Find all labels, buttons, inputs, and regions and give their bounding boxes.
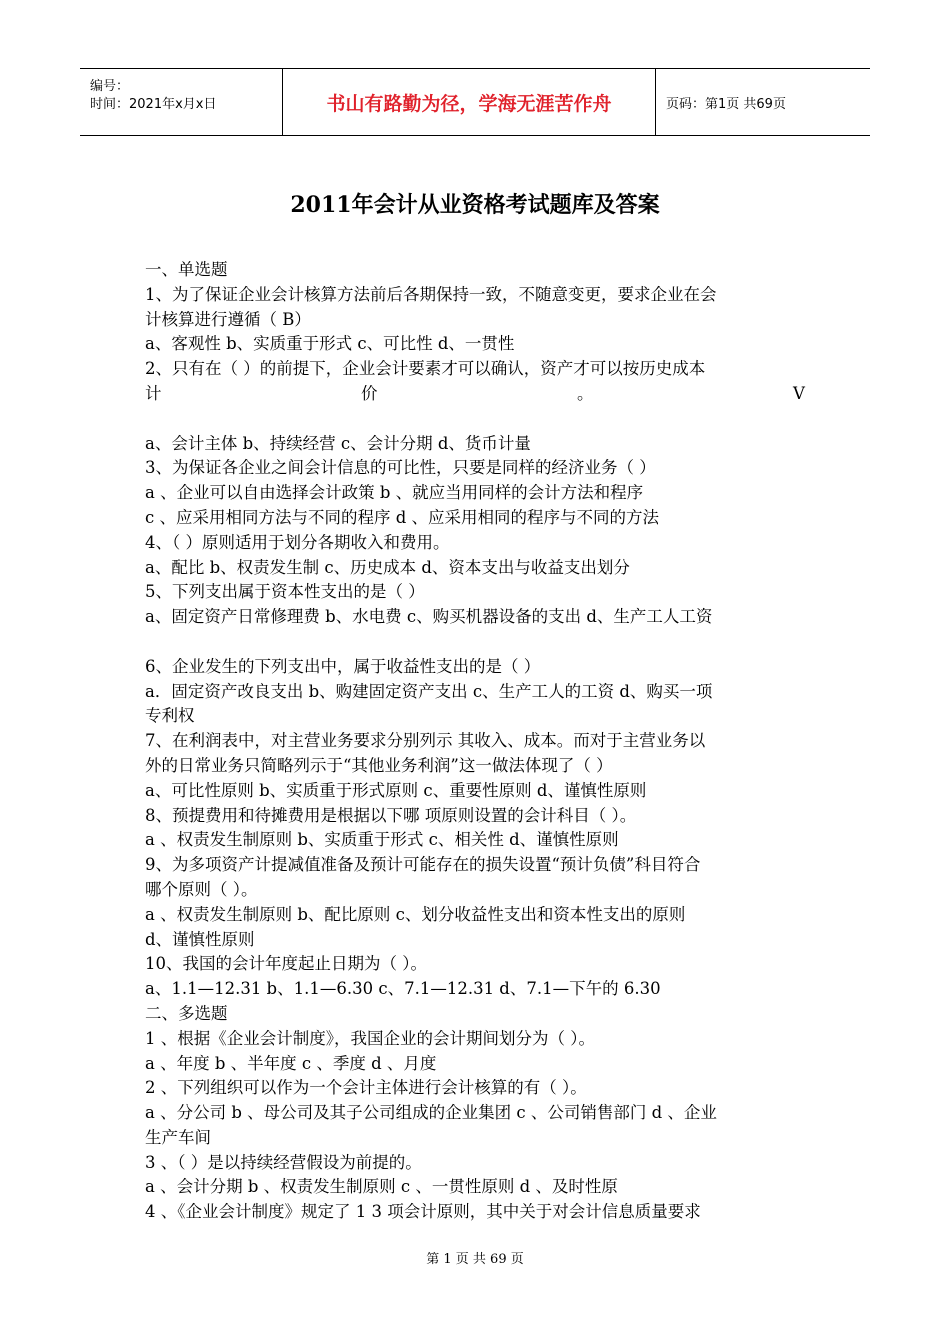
text-line: a 、权责发生制原则 b、实质重于形式 c、相关性 d、谨慎性原则: [145, 830, 619, 850]
blank-line: [145, 630, 805, 655]
text-line: 3、为保证各企业之间会计信息的可比性，只要是同样的经济业务（ ）: [145, 458, 656, 478]
spread-word: 。: [577, 383, 594, 403]
spread-word: 计: [145, 383, 162, 403]
text-line: 2 、下列组织可以作为一个会计主体进行会计核算的有（ ）。: [145, 1078, 587, 1098]
text-line: a、固定资产日常修理费 b、水电费 c、购买机器设备的支出 d、生产工人工资: [145, 607, 713, 627]
text-line: 4 、《企业会计制度》规定了 1 3 项会计原则，其中关于对会计信息质量要求: [145, 1202, 701, 1222]
text-line: 4、（ ）原则适用于划分各期收入和费用。: [145, 532, 450, 552]
text-line: a 、权责发生制原则 b、配比原则 c、划分收益性支出和资本性支出的原则: [145, 904, 686, 924]
text-line: a 、企业可以自由选择会计政策 b 、就应当用同样的会计方法和程序: [145, 483, 644, 503]
text-line: 10、我国的会计年度起止日期为（ ）。: [145, 954, 427, 974]
text-line: 3 、（ ）是以持续经营假设为前提的。: [145, 1152, 422, 1172]
spread-word: V: [793, 383, 805, 403]
header-motto: 书山有路勤为径，学海无涯苦作舟: [282, 69, 656, 135]
text-line: 生产车间: [145, 1127, 211, 1147]
text-line: 8、预提费用和待摊费用是根据以下哪 项原则设置的会计科目（ ）。: [145, 805, 637, 825]
text-line: 计核算进行遵循（ B）: [145, 309, 311, 329]
text-line: 1 、根据《企业会计制度》，我国企业的会计期间划分为（ ）。: [145, 1028, 595, 1048]
text-line: 一、单选题: [145, 260, 228, 279]
page-header: [80, 68, 870, 136]
text-line: a 、会计分期 b 、权责发生制原则 c 、一贯性原则 d 、及时性原: [145, 1177, 618, 1197]
document-body: [145, 258, 805, 1225]
text-line: a．固定资产改良支出 b、购建固定资产支出 c、生产工人的工资 d、购买一项: [145, 681, 713, 701]
spread-text-line: [145, 382, 805, 407]
text-line: a 、分公司 b 、母公司及其子公司组成的企业集团 c 、公司销售部门 d 、企业: [145, 1103, 717, 1123]
text-line: a、可比性原则 b、实质重于形式原则 c、重要性原则 d、谨慎性原则: [145, 780, 647, 800]
text-line: c 、应采用相同方法与不同的程序 d 、应采用相同的程序与不同的方法: [145, 507, 660, 527]
text-line: 二、多选题: [145, 1003, 228, 1023]
text-line: 5、下列支出属于资本性支出的是（ ）: [145, 582, 425, 602]
text-line: a、客观性 b、实质重于形式 c、可比性 d、一贯性: [145, 334, 515, 354]
header-page-info: 页码：第1页 共69页: [666, 96, 786, 112]
text-line: 1、为了保证企业会计核算方法前后各期保持一致，不随意变更，要求企业在会: [145, 284, 717, 304]
page-footer: 第 1 页 共 69 页: [426, 1252, 524, 1267]
header-number-label: 编号：: [90, 79, 130, 94]
text-line: 2、只有在（ ）的前提下，企业会计要素才可以确认，资产才可以按历史成本: [145, 359, 706, 379]
text-line: d、谨慎性原则: [145, 929, 255, 949]
text-line: a、会计主体 b、持续经营 c、会计分期 d、货币计量: [145, 433, 531, 453]
text-line: a 、年度 b 、半年度 c 、季度 d 、月度: [145, 1053, 437, 1073]
text-line: 外的日常业务只简略列示于“其他业务利润”这一做法体现了（ ）: [145, 755, 613, 775]
text-line: a、1.1—12.31 b、1.1—6.30 c、7.1—12.31 d、7.1—下午的 6.30: [145, 979, 661, 999]
spread-word: 价: [361, 383, 378, 403]
header-time-label: 时间：2021年x月x日: [90, 97, 217, 112]
text-line: 6、企业发生的下列支出中，属于收益性支出的是（ ）: [145, 656, 541, 676]
text-line: 7、在利润表中，对主营业务要求分别列示 其收入、成本。而对于主营业务以: [145, 731, 706, 751]
text-line: 专利权: [145, 706, 195, 726]
document-title: 2011年会计从业资格考试题库及答案: [290, 192, 660, 218]
header-meta: [80, 69, 280, 135]
blank-line: [145, 407, 805, 432]
text-line: 9、为多项资产计提减值准备及预计可能存在的损失设置“预计负债”科目符合: [145, 855, 701, 875]
text-line: a、配比 b、权责发生制 c、历史成本 d、资本支出与收益支出划分: [145, 557, 630, 577]
text-line: 哪个原则（ ）。: [145, 879, 258, 899]
